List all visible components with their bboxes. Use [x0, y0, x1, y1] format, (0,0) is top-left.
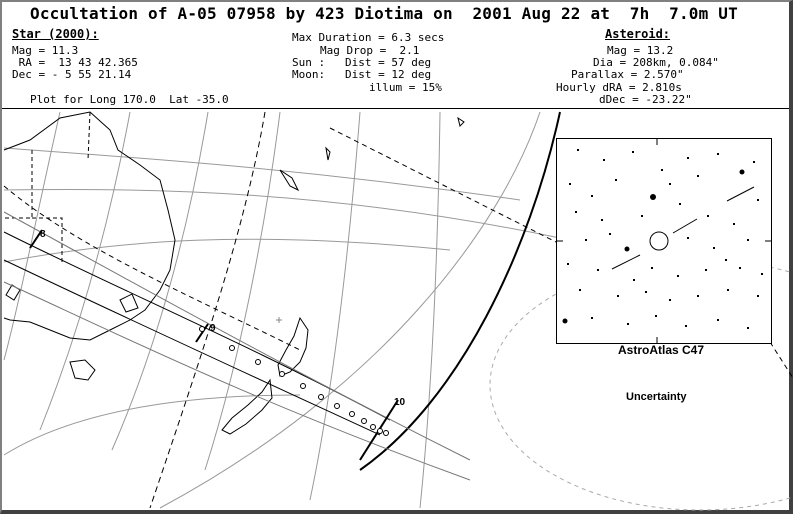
- star-mag: Mag = 11.3: [12, 44, 79, 57]
- occultation-path: [4, 212, 470, 480]
- sunrise-terminator: [360, 112, 560, 470]
- path-south-limit: [4, 260, 380, 435]
- time-tick-label: 8: [40, 229, 46, 240]
- asteroid-parallax: Parallax = 2.570": [571, 68, 684, 81]
- asteroid-hourly-dra: Hourly dRA = 2.810s: [556, 81, 682, 94]
- finder-star-field: [557, 139, 771, 343]
- asteroid-ddec: dDec = -23.22": [599, 93, 692, 106]
- time-tick-label: 10: [394, 397, 406, 408]
- finder-chart-caption: AstroAtlas C47: [618, 343, 705, 357]
- pointer-to-finder: [330, 128, 556, 242]
- longitude-line: [310, 112, 360, 500]
- target-star-circle: [650, 232, 668, 250]
- plot-origin-cross: [276, 317, 282, 323]
- latitude-line: [4, 190, 560, 238]
- path-outer-limit: [4, 282, 470, 480]
- mag-drop: Mag Drop = 2.1: [320, 44, 420, 57]
- latitude-line: [4, 395, 300, 455]
- sun-distance: Sun : Dist = 57 deg: [292, 56, 432, 69]
- time-tick-label: 9: [210, 323, 216, 334]
- new-zealand-outline: [222, 318, 308, 434]
- longitude-line: [205, 112, 280, 470]
- page-title: Occultation of A-05 07958 by 423 Diotima on 2001 Aug 22 at 7h 7.0m UT: [30, 4, 738, 23]
- asteroid-mag: Mag = 13.2: [607, 44, 674, 57]
- latitude-line: [4, 148, 520, 200]
- moon-illumination: illum = 15%: [369, 81, 442, 94]
- tasmania-outline: [70, 360, 95, 380]
- latitude-line: [4, 239, 450, 262]
- state-border: [4, 150, 32, 218]
- plot-location: Plot for Long 170.0 Lat -35.0: [30, 93, 229, 106]
- asteroid-header: Asteroid:: [605, 27, 671, 41]
- asteroid-diameter: Dia = 208km, 0.084": [593, 56, 719, 69]
- longitude-line: [420, 112, 440, 508]
- star-header: Star (2000):: [12, 27, 99, 41]
- pacific-islands: [280, 118, 464, 190]
- star-dec: Dec = - 5 55 21.14: [12, 68, 132, 81]
- finder-chart: [556, 138, 772, 344]
- moon-distance: Moon: Dist = 12 deg: [292, 68, 432, 81]
- centerline-points: [200, 327, 389, 436]
- australia-coast: [4, 112, 175, 380]
- time-tick-marks: [30, 230, 398, 460]
- uncertainty-label: Uncertainty: [626, 391, 687, 403]
- star-ra: RA = 13 43 42.365: [12, 56, 138, 69]
- pointer-to-finder: [770, 342, 793, 378]
- max-duration: Max Duration = 6.3 secs: [292, 31, 445, 44]
- field-stars: [563, 149, 764, 329]
- state-border: [88, 112, 90, 160]
